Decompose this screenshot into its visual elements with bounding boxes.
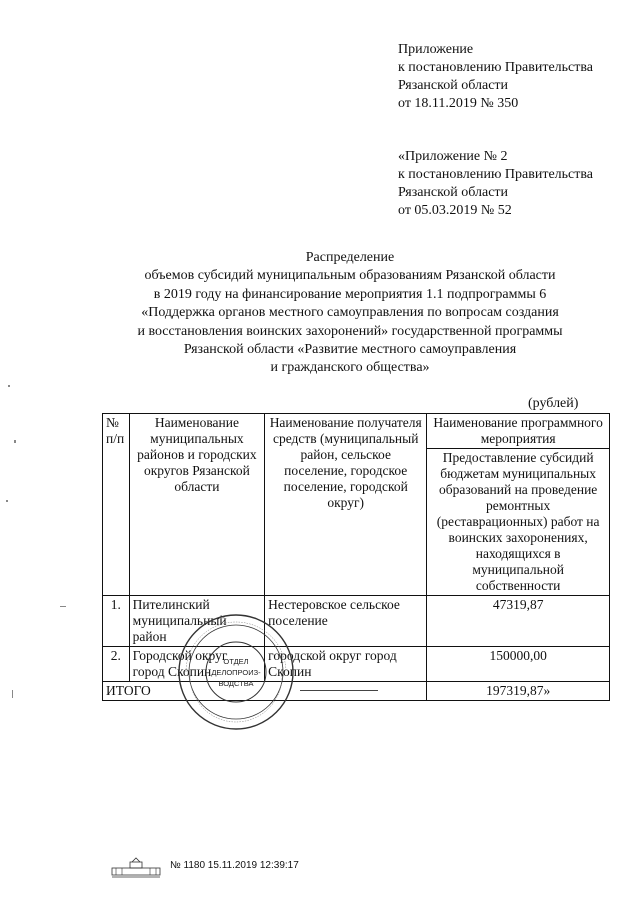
registration-footer bbox=[110, 856, 330, 878]
scan-speck bbox=[6, 500, 8, 502]
approval-header bbox=[398, 41, 628, 113]
header-district: Наименование муниципальных районов и городских округов Рязанской области bbox=[129, 414, 264, 596]
title-line: Распределение bbox=[305, 250, 395, 265]
title-line: Рязанской области «Развитие местного самоуправления bbox=[183, 342, 517, 358]
document-title bbox=[95, 249, 605, 378]
title-line: объемов субсидий муниципальным образованиям Рязанской области bbox=[144, 268, 556, 284]
total-label: ИТОГО bbox=[103, 682, 427, 701]
table-header-row bbox=[103, 414, 610, 449]
row-num: 2. bbox=[103, 647, 130, 682]
title-line: и восстановления воинских захоронений» государственной программы bbox=[137, 323, 563, 339]
approval-line-3: Рязанской области bbox=[398, 78, 509, 93]
header-num: № п/п bbox=[103, 414, 130, 596]
prev-approval-line-4: от 05.03.2019 № 52 bbox=[398, 203, 512, 218]
signature-line bbox=[300, 690, 378, 691]
header-event-description: Предоставление субсидий бюджетам муниципальных образований на проведение ремонтных (реставрационных) работ на воинских захоронениях, находящихся в муниципальной собственности bbox=[427, 449, 610, 596]
header-recipient: Наименование получателя средств (муниципальный район, сельское поселение, городское поселение, городской округ) bbox=[265, 414, 427, 596]
approval-line-4: от 18.11.2019 № 350 bbox=[398, 96, 519, 111]
office-stamp bbox=[176, 612, 296, 732]
units-label: (рублей) bbox=[528, 396, 579, 411]
row-district: Пителинский муниципальный район bbox=[129, 596, 264, 647]
title-line: «Поддержка органов местного самоуправления по вопросам создания bbox=[141, 305, 559, 321]
scan-speck bbox=[12, 690, 13, 698]
prev-approval-line-3: Рязанской области bbox=[398, 185, 509, 200]
approval-line-1: Приложение bbox=[398, 42, 474, 57]
row-amount: 150000,00 bbox=[427, 647, 610, 682]
total-amount: 197319,87» bbox=[427, 682, 610, 701]
row-district: Городской округ город Скопин bbox=[129, 647, 264, 682]
building-logo-icon bbox=[110, 856, 162, 878]
prev-approval-line-1: «Приложение № 2 bbox=[398, 149, 508, 164]
prev-approval-line-2: к постановлению Правительства bbox=[398, 167, 594, 182]
stamp-line-2: ДЕЛОПРОИЗ- bbox=[211, 668, 261, 677]
row-recipient: Нестеровское сельское поселение bbox=[265, 596, 427, 647]
title-line: и гражданского общества» bbox=[270, 360, 430, 376]
scan-speck bbox=[8, 385, 10, 387]
previous-approval-header bbox=[398, 148, 628, 220]
title-line: в 2019 году на финансирование мероприятия 1.1 подпрограммы 6 bbox=[153, 286, 547, 302]
scan-speck bbox=[60, 606, 66, 607]
stamp-line-1: ОТДЕЛ bbox=[223, 657, 249, 666]
row-recipient: городской округ город Скопин bbox=[265, 647, 427, 682]
row-num: 1. bbox=[103, 596, 130, 647]
row-amount: 47319,87 bbox=[427, 596, 610, 647]
header-event: Наименование программного мероприятия bbox=[427, 414, 610, 449]
stamp-line-3: ВОДСТВА bbox=[218, 679, 254, 688]
scan-speck bbox=[14, 440, 16, 443]
registration-number: № 1180 15.11.2019 12:39:17 bbox=[170, 860, 299, 871]
approval-line-2: к постановлению Правительства bbox=[398, 60, 594, 75]
